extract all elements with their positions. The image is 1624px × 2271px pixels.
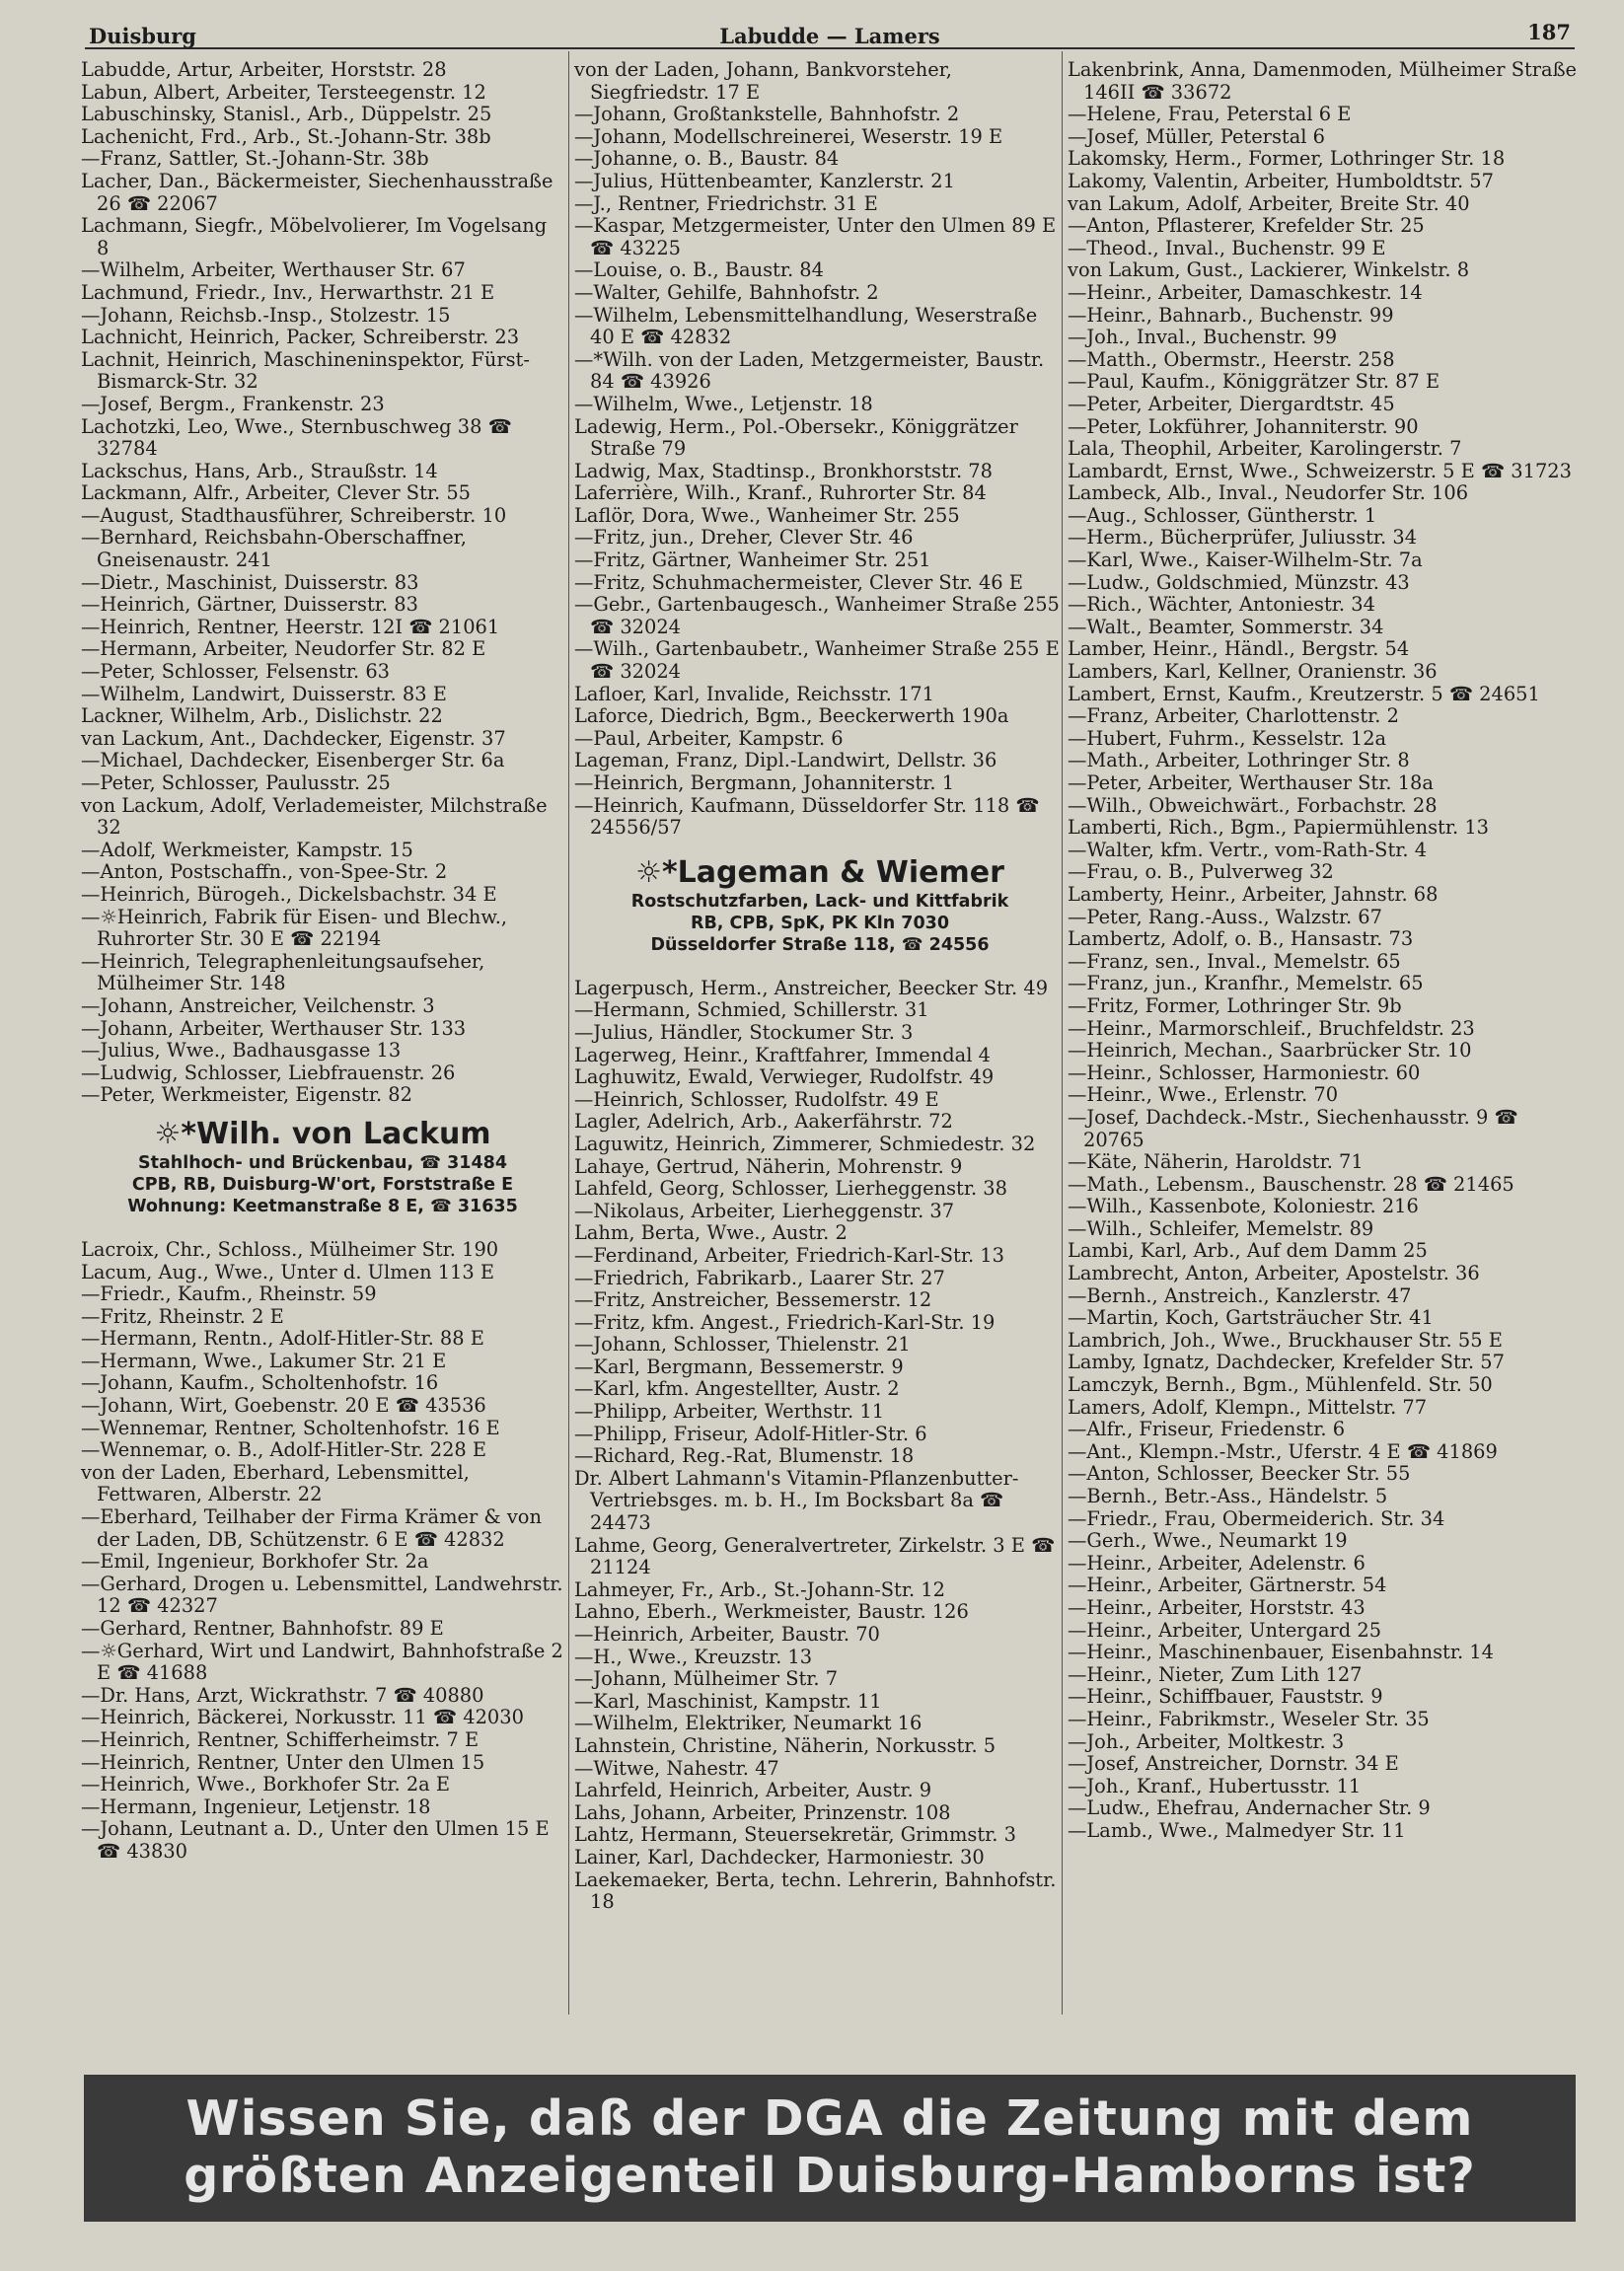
directory-entry: Lamby, Ignatz, Dachdecker, Krefelder Str. 57 [1068,1351,1505,1374]
directory-entry: —Fritz, Rheinstr. 2 E [81,1304,284,1328]
directory-entry: Lakomy, Valentin, Arbeiter, Humboldtstr. 57 [1068,169,1494,192]
directory-entry: —☼Heinrich, Fabrik für Eisen- und Blechw., Ruhrorter Str. 30 E ☎ 22194 [81,905,508,951]
directory-entry: —Heinrich, Bäckerei, Norkusstr. 11 ☎ 42030 [81,1706,524,1729]
directory-entry: —Hermann, Arbeiter, Neudorfer Str. 82 E [81,637,486,661]
column-3 [1068,59,1581,1843]
directory-entry: Lacher, Dan., Bäckermeister, Siechenhausstraße 26 ☎ 22067 [81,169,554,215]
entries-list [81,1239,564,1864]
directory-entry: Laforce, Diedrich, Bgm., Beeckerwerth 190a [574,704,1009,728]
directory-entry: —Peter, Schlosser, Felsenstr. 63 [81,660,390,684]
directory-entry: Lagerpusch, Herm., Anstreicher, Beecker Str. 49 [574,976,1049,999]
directory-entry: —Peter, Arbeiter, Diergardtstr. 45 [1068,392,1395,415]
directory-entry: Lambers, Karl, Kellner, Oranienstr. 36 [1068,660,1438,684]
directory-entry: —Heinr., Arbeiter, Adelenstr. 6 [1068,1551,1366,1575]
directory-entry: Lacroix, Chr., Schloss., Mülheimer Str. 190 [81,1237,499,1261]
directory-entry: —Wilhelm, Arbeiter, Werthauser Str. 67 [81,258,466,282]
directory-entry: Labudde, Artur, Arbeiter, Horststr. 28 [81,58,447,81]
directory-entry: —Peter, Lokführer, Johanniterstr. 90 [1068,414,1419,438]
directory-entry: —Johann, Großtankstelle, Bahnhofstr. 2 [574,103,960,126]
directory-entry: —Heinrich, Rentner, Heerstr. 12I ☎ 21061 [81,615,500,638]
directory-entry: —Dietr., Maschinist, Duisserstr. 83 [81,570,419,594]
directory-entry: —Fritz, Gärtner, Wanheimer Str. 251 [574,549,931,572]
ad-line: CPB, RB, Duisburg-W'ort, Forststraße E [131,1174,514,1195]
directory-entry: —Heinr., Arbeiter, Damaschkestr. 14 [1068,280,1423,304]
directory-entry: Ladewig, Herm., Pol.-Obersekr., Königgrätzer Straße 79 [574,414,1018,461]
directory-entry: —Fritz, Former, Lothringer Str. 9b [1068,993,1402,1017]
directory-entry: —*Wilh. von der Laden, Metzgermeister, Baustr. 84 ☎ 43926 [574,347,1045,394]
directory-entry: Lachnicht, Heinrich, Packer, Schreiberstr. 23 [81,326,520,349]
directory-entry: —Julius, Wwe., Badhausgasse 13 [81,1039,402,1062]
directory-entry: —Ludwig, Schlosser, Liebfrauenstr. 26 [81,1061,456,1084]
directory-entry: —Heinr., Arbeiter, Untergard 25 [1068,1618,1382,1642]
page-header [85,20,1575,49]
directory-entry: —Johann, Mülheimer Str. 7 [574,1667,839,1691]
directory-entry: —☼Gerhard, Wirt und Landwirt, Bahnhofstraße 2 E ☎ 41688 [81,1639,563,1685]
directory-entry: Lakenbrink, Anna, Damenmoden, Mülheimer Straße 146II ☎ 33672 [1068,58,1578,104]
column-1 [81,59,564,1864]
directory-entry: —Peter, Arbeiter, Werthauser Str. 18a [1068,771,1434,794]
directory-entry: —Hermann, Schmied, Schillerstr. 31 [574,998,929,1022]
directory-entry: Lambrich, Joh., Wwe., Bruckhauser Str. 55 E [1068,1328,1503,1352]
directory-entry: —Johann, Leutnant a. D., Unter den Ulmen 15 E ☎ 43830 [81,1817,550,1863]
directory-entry: Lahno, Eberh., Werkmeister, Baustr. 126 [574,1600,969,1624]
directory-entry: Lahmeyer, Fr., Arb., St.-Johann-Str. 12 [574,1577,945,1601]
directory-entry: —Josef, Dachdeck.-Mstr., Siechenhausstr. 9 ☎ 20765 [1068,1105,1518,1151]
directory-entry: —Hermann, Ingenieur, Letjenstr. 18 [81,1795,431,1818]
directory-entry: —Friedr., Kaufm., Rheinstr. 59 [81,1282,377,1306]
directory-entry: —Johann, Anstreicher, Veilchenstr. 3 [81,993,435,1017]
directory-entry: —Anton, Postschaffn., von-Spee-Str. 2 [81,860,448,884]
directory-entry: —Nikolaus, Arbeiter, Lierheggenstr. 37 [574,1199,955,1222]
directory-entry: —Friedr., Frau, Obermeiderich. Str. 34 [1068,1506,1445,1530]
directory-entry: Lageman, Franz, Dipl.-Landwirt, Dellstr. 36 [574,749,997,772]
directory-entry: —Helene, Frau, Peterstal 6 E [1068,103,1352,126]
directory-entry: —Paul, Kaufm., Königgrätzer Str. 87 E [1068,370,1440,394]
directory-entry: Laghuwitz, Ewald, Verwieger, Rudolfstr. 49 [574,1065,995,1089]
directory-entry: —Ant., Klempn.-Mstr., Uferstr. 4 E ☎ 41869 [1068,1439,1498,1463]
directory-entry: —Heinr., Wwe., Erlenstr. 70 [1068,1083,1339,1107]
directory-entry: Lafloer, Karl, Invalide, Reichsstr. 171 [574,682,934,705]
directory-entry: —Heinrich, Bürogeh., Dickelsbachstr. 34 E [81,882,497,906]
ad-line: Wohnung: Keetmanstraße 8 E, ☎ 31635 [127,1196,518,1216]
directory-entry: —Ferdinand, Arbeiter, Friedrich-Karl-Str. 13 [574,1243,1004,1267]
directory-entry: —Heinrich, Schlosser, Rudolfstr. 49 E [574,1087,939,1111]
directory-entry: —Karl, Wwe., Kaiser-Wilhelm-Str. 7a [1068,549,1423,572]
directory-entry: —Friedrich, Fabrikarb., Laarer Str. 27 [574,1266,945,1289]
directory-entry: —Heinr., Arbeiter, Horststr. 43 [1068,1595,1366,1619]
directory-entry: —Richard, Reg.-Rat, Blumenstr. 18 [574,1444,915,1468]
header-city: Duisburg [89,24,196,48]
directory-entry: Lambert, Ernst, Kaufm., Kreutzerstr. 5 ☎ 24651 [1068,682,1540,705]
directory-entry: Lambardt, Ernst, Wwe., Schweizerstr. 5 E ☎ 31723 [1068,459,1572,482]
directory-entry: —J., Rentner, Friedrichstr. 31 E [574,191,878,215]
directory-entry: —Michael, Dachdecker, Eisenberger Str. 6a [81,749,505,772]
directory-entry: —Franz, Sattler, St.-Johann-Str. 38b [81,147,429,171]
directory-entry: —Heinrich, Bergmann, Johanniterstr. 1 [574,771,955,794]
directory-entry: Lamczyk, Bernh., Bgm., Mühlenfeld. Str. 50 [1068,1373,1493,1397]
directory-entry: Lakomsky, Herm., Former, Lothringer Str. 18 [1068,147,1506,171]
directory-entry: —Heinrich, Rentner, Schifferheimstr. 7 E [81,1727,480,1751]
directory-entry: Lachnit, Heinrich, Maschineninspektor, Fürst-Bismarck-Str. 32 [81,347,530,394]
entries-list [1068,59,1581,1843]
header-range: Labudde — Lamers [719,24,940,48]
banner-line: größten Anzeigenteil Duisburg-Hamborns ist? [184,2148,1476,2204]
directory-entry: von Lakum, Gust., Lackierer, Winkelstr. 8 [1068,258,1470,282]
directory-entry: —Käte, Näherin, Haroldstr. 71 [1068,1150,1364,1174]
directory-entry: Lamberty, Heinr., Arbeiter, Jahnstr. 68 [1068,882,1439,906]
directory-entry: van Lakum, Adolf, Arbeiter, Breite Str. 40 [1068,191,1470,215]
directory-entry: —Heinr., Nieter, Zum Lith 127 [1068,1662,1363,1686]
directory-entry: Lackmann, Alfr., Arbeiter, Clever Str. 55 [81,481,471,505]
directory-entry: —Wilh., Obweichwärt., Forbachstr. 28 [1068,793,1438,817]
directory-entry: —Heinrich, Gärtner, Duisserstr. 83 [81,593,418,617]
directory-entry: —Heinrich, Mechan., Saarbrücker Str. 10 [1068,1039,1472,1062]
directory-entry: Lamber, Heinr., Händl., Bergstr. 54 [1068,637,1410,661]
directory-entry: —Aug., Schlosser, Güntherstr. 1 [1068,503,1377,527]
directory-entry: —Peter, Rang.-Auss., Walzstr. 67 [1068,905,1382,928]
directory-entry: —Fritz, Anstreicher, Bessemerstr. 12 [574,1288,932,1312]
directory-entry: —Heinrich, Arbeiter, Baustr. 70 [574,1623,880,1646]
directory-entry: —Wilhelm, Landwirt, Duisserstr. 83 E [81,682,447,705]
ad-name: ☼*Lageman & Wiemer [635,854,1004,890]
directory-entry: —Heinr., Fabrikmstr., Weseler Str. 35 [1068,1707,1430,1730]
directory-entry: —Karl, kfm. Angestellter, Austr. 2 [574,1377,900,1401]
directory-entry: Lala, Theophil, Arbeiter, Karolingerstr. 7 [1068,437,1462,461]
directory-entry: Lahaye, Gertrud, Näherin, Mohrenstr. 9 [574,1154,963,1178]
directory-entry: —Heinrich, Wwe., Borkhofer Str. 2a E [81,1773,451,1796]
directory-entry: —Walter, kfm. Vertr., vom-Rath-Str. 4 [1068,838,1428,861]
directory-entry: —Heinr., Schiffbauer, Fauststr. 9 [1068,1685,1383,1709]
directory-entry: —Gerhard, Drogen u. Lebensmittel, Landwehrstr. 12 ☎ 42327 [81,1572,563,1618]
entries-list [574,978,1066,1914]
directory-entry: —Joh., Kranf., Hubertusstr. 11 [1068,1774,1362,1797]
directory-entry: —Johanne, o. B., Baustr. 84 [574,147,840,171]
directory-entry: —Josef, Müller, Peterstal 6 [1068,124,1325,148]
directory-entry: Ladwig, Max, Stadtinsp., Bronkhorststr. 78 [574,459,993,482]
directory-entry: —Heinrich, Kaufmann, Düsseldorfer Str. 118 ☎ 24556/57 [574,793,1040,840]
directory-entry: —Johann, Arbeiter, Werthauser Str. 133 [81,1016,467,1040]
directory-entry: Lachmann, Siegfr., Möbelvolierer, Im Vogelsang 8 [81,214,548,259]
directory-entry: —Franz, jun., Kranfhr., Memelstr. 65 [1068,972,1424,995]
directory-entry: —Gerhard, Rentner, Bahnhofstr. 89 E [81,1617,444,1640]
ad-line: Düsseldorfer Straße 118, ☎ 24556 [650,934,990,955]
directory-entry: —Theod., Inval., Buchenstr. 99 E [1068,236,1386,259]
banner-line: Wissen Sie, daß der DGA die Zeitung mit dem [185,2090,1474,2147]
directory-entry: —Gerh., Wwe., Neumarkt 19 [1068,1529,1348,1553]
directory-entry: —Heinr., Schlosser, Harmoniestr. 60 [1068,1061,1421,1084]
directory-entry: Lachenicht, Frd., Arb., St.-Johann-Str. 38b [81,124,491,148]
directory-entry: —Walt., Beamter, Sommerstr. 34 [1068,615,1384,638]
directory-entry: Lamberti, Rich., Bgm., Papiermühlenstr. 13 [1068,816,1489,840]
directory-entry: Lahs, Johann, Arbeiter, Prinzenstr. 108 [574,1800,951,1824]
directory-entry: —Martin, Koch, Gartsträucher Str. 41 [1068,1306,1434,1330]
directory-entry: —Fritz, Schuhmachermeister, Clever Str. 46 E [574,570,1023,594]
directory-entry: Lahm, Berta, Wwe., Austr. 2 [574,1221,848,1245]
directory-entry: Lackner, Wilhelm, Arb., Dislichstr. 22 [81,704,443,728]
advertisement-lageman-wiemer [574,855,1066,956]
directory-entry: —Heinrich, Telegraphenleitungsaufseher, Mülheimer Str. 148 [81,949,485,995]
directory-entry: Lacum, Aug., Wwe., Unter d. Ulmen 113 E [81,1260,495,1283]
advertisement-lackum [81,1117,564,1217]
directory-entry: Lagler, Adelrich, Arb., Aakerfährstr. 72 [574,1110,953,1134]
directory-entry: —Wilh., Kassenbote, Koloniestr. 216 [1068,1195,1419,1218]
directory-entry: Lainer, Karl, Dachdecker, Harmoniestr. 30 [574,1845,985,1868]
directory-entry: —Adolf, Werkmeister, Kampstr. 15 [81,838,413,861]
directory-entry: Lahnstein, Christine, Näherin, Norkusstr. 5 [574,1733,997,1757]
directory-entry: —Wilhelm, Lebensmittelhandlung, Weserstraße 40 E ☎ 42832 [574,303,1038,349]
directory-entry: —Josef, Bergm., Frankenstr. 23 [81,392,385,415]
directory-entry: —Heinr., Marmorschleif., Bruchfeldstr. 23 [1068,1016,1475,1040]
directory-entry: —Johann, Modellschreinerei, Weserstr. 19 E [574,124,1003,148]
advertisement-banner [84,2075,1576,2222]
directory-entry: —Walter, Gehilfe, Bahnhofstr. 2 [574,280,879,304]
directory-entry: —Frau, o. B., Pulverweg 32 [1068,860,1334,884]
directory-entry: —H., Wwe., Kreuzstr. 13 [574,1645,813,1668]
directory-entry: —Heinr., Maschinenbauer, Eisenbahnstr. 14 [1068,1641,1494,1664]
directory-entry: —Fritz, kfm. Angest., Friedrich-Karl-Str. 19 [574,1310,996,1334]
directory-entry: Lamers, Adolf, Klempn., Mittelstr. 77 [1068,1395,1428,1419]
directory-entry: Lambrecht, Anton, Arbeiter, Apostelstr. 36 [1068,1262,1480,1285]
directory-entry: Laguwitz, Heinrich, Zimmerer, Schmiedestr. 32 [574,1132,1036,1155]
directory-entry: Lachotzki, Leo, Wwe., Sternbuschweg 38 ☎ 32784 [81,414,512,461]
directory-entry: —Heinr., Bahnarb., Buchenstr. 99 [1068,303,1394,327]
directory-entry: —Anton, Schlosser, Beecker Str. 55 [1068,1462,1411,1486]
directory-entry: Lahtz, Hermann, Steuersekretär, Grimmstr. 3 [574,1823,1016,1847]
directory-entry: —Johann, Schlosser, Thielenstr. 21 [574,1333,911,1356]
directory-entry: —Math., Lebensm., Bauschenstr. 28 ☎ 21465 [1068,1172,1514,1196]
directory-entry: Laekemaeker, Berta, techn. Lehrerin, Bahnhofstr. 18 [574,1868,1057,1914]
directory-entry: —Karl, Bergmann, Bessemerstr. 9 [574,1355,904,1378]
directory-entry: —Fritz, jun., Dreher, Clever Str. 46 [574,526,914,549]
column-divider [568,51,569,2015]
directory-entry: —Anton, Pflasterer, Krefelder Str. 25 [1068,214,1425,238]
column-2 [574,59,1066,1914]
directory-entry: van Lackum, Ant., Dachdecker, Eigenstr. 37 [81,726,506,750]
directory-entry: —Wennemar, Rentner, Scholtenhofstr. 16 E [81,1416,500,1439]
directory-entry: —Eberhard, Teilhaber der Firma Krämer & von der Laden, DB, Schützenstr. 6 E ☎ 42832 [81,1505,542,1551]
directory-entry: —Julius, Händler, Stockumer Str. 3 [574,1020,914,1044]
directory-entry: —Peter, Schlosser, Paulusstr. 25 [81,771,391,794]
directory-entry: —Alfr., Friseur, Friedenstr. 6 [1068,1418,1346,1441]
directory-entry: —Math., Arbeiter, Lothringer Str. 8 [1068,749,1410,772]
directory-entry: —Bernhard, Reichsbahn-Oberschaffner, Gneisenaustr. 241 [81,526,467,572]
directory-entry: —Herm., Bücherprüfer, Juliusstr. 34 [1068,526,1418,549]
directory-entry: —Witwe, Nahestr. 47 [574,1756,779,1780]
directory-entry: von Lackum, Adolf, Verlademeister, Milchstraße 32 [81,793,548,840]
directory-entry: —Johann, Reichsb.-Insp., Stolzestr. 15 [81,303,451,327]
directory-entry: —Kaspar, Metzgermeister, Unter den Ulmen 89 E ☎ 43225 [574,214,1057,259]
ad-name: ☼*Wilh. von Lackum [154,1116,491,1151]
directory-entry: —Wilhelm, Elektriker, Neumarkt 16 [574,1712,923,1735]
ad-line: Rostschutzfarben, Lack- und Kittfabrik [630,891,1009,912]
directory-entry: —Lamb., Wwe., Malmedyer Str. 11 [1068,1818,1406,1842]
directory-entry: Laferrière, Wilh., Kranf., Ruhrorter Str. 84 [574,481,987,505]
directory-entry: Lambi, Karl, Arb., Auf dem Damm 25 [1068,1239,1428,1263]
directory-entry: —Emil, Ingenieur, Borkhofer Str. 2a [81,1550,429,1574]
directory-entry: —Joh., Inval., Buchenstr. 99 [1068,326,1338,349]
directory-entry: Lahrfeld, Heinrich, Arbeiter, Austr. 9 [574,1779,932,1802]
directory-entry: Lachmund, Friedr., Inv., Herwarthstr. 21 E [81,280,495,304]
directory-entry: —Hermann, Wwe., Lakumer Str. 21 E [81,1349,447,1372]
directory-entry: Lagerweg, Heinr., Kraftfahrer, Immendal 4 [574,1043,991,1066]
directory-entry: von der Laden, Eberhard, Lebensmittel, Fettwaren, Alberstr. 22 [81,1460,470,1506]
directory-entry: Lahme, Georg, Generalvertreter, Zirkelstr. 3 E ☎ 21124 [574,1533,1056,1579]
directory-entry: —Heinr., Arbeiter, Gärtnerstr. 54 [1068,1574,1387,1597]
directory-entry: —Rich., Wächter, Antoniestr. 34 [1068,593,1375,617]
directory-entry: von der Laden, Johann, Bankvorsteher, Siegfriedstr. 17 E [574,58,952,104]
directory-entry: —Wilh., Schleifer, Memelstr. 89 [1068,1216,1374,1240]
directory-entry: —Hermann, Rentn., Adolf-Hitler-Str. 88 E [81,1327,484,1351]
directory-entry: —Johann, Kaufm., Scholtenhofstr. 16 [81,1371,439,1395]
directory-entry: Lahfeld, Georg, Schlosser, Lierheggenstr. 38 [574,1177,1007,1201]
directory-entry: —Franz, sen., Inval., Memelstr. 65 [1068,949,1401,973]
directory-entry: —Johann, Wirt, Goebenstr. 20 E ☎ 43536 [81,1394,486,1418]
directory-entry: Labuschinsky, Stanisl., Arb., Düppelstr. 25 [81,103,492,126]
entries-list [574,59,1066,840]
directory-entry: —Hubert, Fuhrm., Kesselstr. 12a [1068,726,1387,750]
directory-entry: Lambertz, Adolf, o. B., Hansastr. 73 [1068,927,1414,951]
directory-entry: —Matth., Obermstr., Heerstr. 258 [1068,347,1395,371]
directory-entry: —Philipp, Arbeiter, Werthstr. 11 [574,1400,885,1424]
directory-entry: —Heinrich, Rentner, Unter den Ulmen 15 [81,1750,485,1774]
directory-entry: —Wilhelm, Wwe., Letjenstr. 18 [574,392,873,415]
directory-entry: Lackschus, Hans, Arb., Straußstr. 14 [81,459,438,482]
directory-entry: —Dr. Hans, Arzt, Wickrathstr. 7 ☎ 40880 [81,1683,484,1707]
directory-entry: —August, Stadthausführer, Schreiberstr. 10 [81,503,507,527]
directory-entry: —Julius, Hüttenbeamter, Kanzlerstr. 21 [574,169,955,192]
directory-entry: —Joh., Arbeiter, Moltkestr. 3 [1068,1729,1345,1753]
directory-entry: Laflör, Dora, Wwe., Wanheimer Str. 255 [574,503,960,527]
directory-entry: —Bernh., Anstreich., Kanzlerstr. 47 [1068,1283,1412,1307]
directory-entry: —Gebr., Gartenbaugesch., Wanheimer Straße 255 ☎ 32024 [574,593,1060,638]
directory-entry: —Ludw., Ehefrau, Andernacher Str. 9 [1068,1796,1431,1820]
ad-line: RB, CPB, SpK, PK Kln 7030 [690,913,950,933]
directory-entry: —Josef, Anstreicher, Dornstr. 34 E [1068,1752,1399,1776]
directory-entry: Lambeck, Alb., Inval., Neudorfer Str. 106 [1068,481,1469,505]
directory-entry: —Wilh., Gartenbaubetr., Wanheimer Straße 255 E ☎ 32024 [574,637,1060,684]
directory-entry: —Peter, Werkmeister, Eigenstr. 82 [81,1083,412,1107]
directory-entry: —Bernh., Betr.-Ass., Händelstr. 5 [1068,1485,1388,1507]
directory-entry: —Wennemar, o. B., Adolf-Hitler-Str. 228 E [81,1438,487,1462]
directory-entry: —Louise, o. B., Baustr. 84 [574,258,824,282]
entries-list [81,59,564,1107]
directory-entry: —Paul, Arbeiter, Kampstr. 6 [574,726,844,750]
directory-entry: Dr. Albert Lahmann's Vitamin-Pflanzenbutter-Vertriebsges. m. b. H., Im Bocksbart 8a ☎ 24473 [574,1466,1019,1535]
directory-entry: —Karl, Maschinist, Kampstr. 11 [574,1689,882,1713]
directory-entry: Labun, Albert, Arbeiter, Tersteegenstr. 12 [81,80,486,104]
directory-entry: —Franz, Arbeiter, Charlottenstr. 2 [1068,704,1399,728]
page-number: 187 [1527,20,1571,44]
directory-entry: —Philipp, Friseur, Adolf-Hitler-Str. 6 [574,1422,927,1445]
directory-entry: —Ludw., Goldschmied, Münzstr. 43 [1068,570,1410,594]
ad-line: Stahlhoch- und Brückenbau, ☎ 31484 [137,1152,508,1173]
